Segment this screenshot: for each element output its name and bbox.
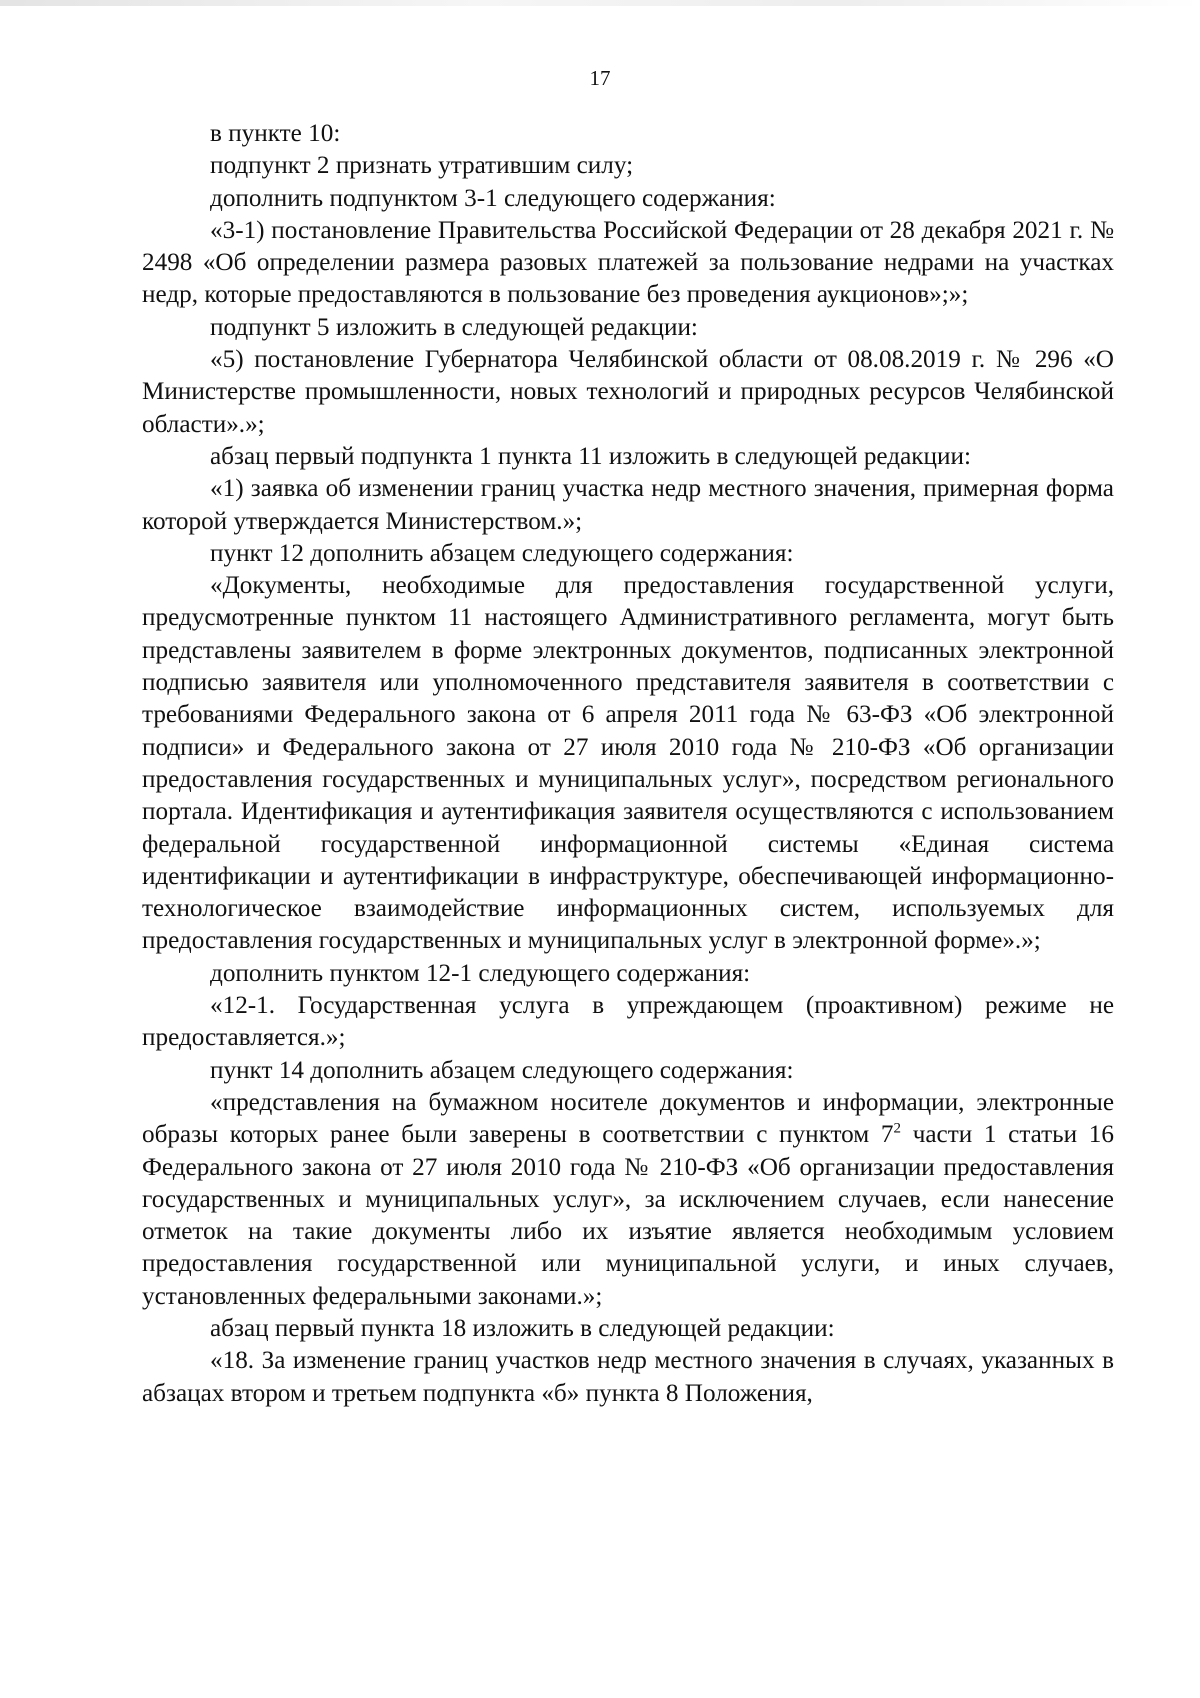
paragraph: абзац первый подпункта 1 пункта 11 изложить в следующей редакции: bbox=[210, 442, 971, 470]
paragraph-text-before: «представления на бумажном носителе документов и информации, электронные образы которых ранее были заверены в соответствии с пунктом 7 bbox=[142, 1088, 1114, 1149]
scan-edge-artifact bbox=[0, 0, 1200, 6]
paragraph: в пункте 10: bbox=[210, 120, 341, 147]
paragraph: абзац первый пункта 18 изложить в следующей редакции: bbox=[210, 1314, 835, 1342]
paragraph: подпункт 2 признать утратившим силу; bbox=[210, 152, 634, 180]
paragraph: дополнить подпунктом 3-1 следующего содержания: bbox=[210, 184, 776, 212]
paragraph: «5) постановление Губернатора Челябинской области от 08.08.2019 г. № 296 «О Министерстве промышленности, новых технологий и природных ресурсов Челябинской области».»; bbox=[142, 346, 1114, 438]
paragraph: «18. За изменение границ участков недр местного значения в случаях, указанных в абзацах втором и третьем подпункта «б» пункта 8 Положения, bbox=[142, 1347, 1114, 1407]
paragraph: пункт 12 дополнить абзацем следующего содержания: bbox=[210, 539, 794, 567]
paragraph: «12-1. Государственная услуга в упреждающем (проактивном) режиме не предоставляется.»; bbox=[142, 992, 1114, 1052]
paragraph-with-superscript bbox=[142, 1087, 1114, 1313]
paragraph: подпункт 5 изложить в следующей редакции: bbox=[210, 313, 698, 341]
superscript: 2 bbox=[893, 1120, 902, 1137]
paragraph: «3-1) постановление Правительства Российской Федерации от 28 декабря 2021 г. № 2498 «Об определении размера разовых платежей за пользование недрами на участках недр, которые предоставляются в пользование без проведения аукционов»;»; bbox=[142, 216, 1114, 309]
paragraph: «Документы, необходимые для предоставления государственной услуги, предусмотренные пунктом 11 настоящего Административного регламента, могут быть представлены заявителем в форме электронных документов, подписанных электронной подписью заявителя или уполномоченного представителя заявителя в соответствии с требованиями Федерального закона от 6 апреля 2011 года № 63-ФЗ «Об электронной подписи» и Федерального закона от 27 июля 2010 года № 210-ФЗ «Об организации предоставления государственных и муниципальных услуг», посредством регионального портала. Идентификация и аутентификация заявителя осуществляются с использованием федеральной государственной информационной системы «Единая система идентификации и аутентификации в инфраструктуре, обеспечивающей информационно-технологическое взаимодействие информационных систем, используемых для предоставления государственных и муниципальных услуг в электронной форме».»; bbox=[142, 572, 1114, 955]
document-body bbox=[142, 118, 1114, 1410]
paragraph-text-after: части 1 статьи 16 Федерального закона от 27 июля 2010 года № 210-ФЗ «Об организации предоставления государственных и муниципальных услуг», за исключением случаев, если нанесение отметок на такие документы либо их изъятие является необходимым условием предоставления государственной или муниципальной услуги, и иных случаев, установленных федеральными законами.»; bbox=[142, 1121, 1114, 1310]
paragraph: дополнить пунктом 12-1 следующего содержания: bbox=[210, 959, 751, 987]
paragraph: пункт 14 дополнить абзацем следующего содержания: bbox=[210, 1056, 794, 1084]
page-number: 17 bbox=[589, 66, 611, 90]
paragraph: «1) заявка об изменении границ участка недр местного значения, примерная форма которой утверждается Министерством.»; bbox=[142, 475, 1114, 535]
